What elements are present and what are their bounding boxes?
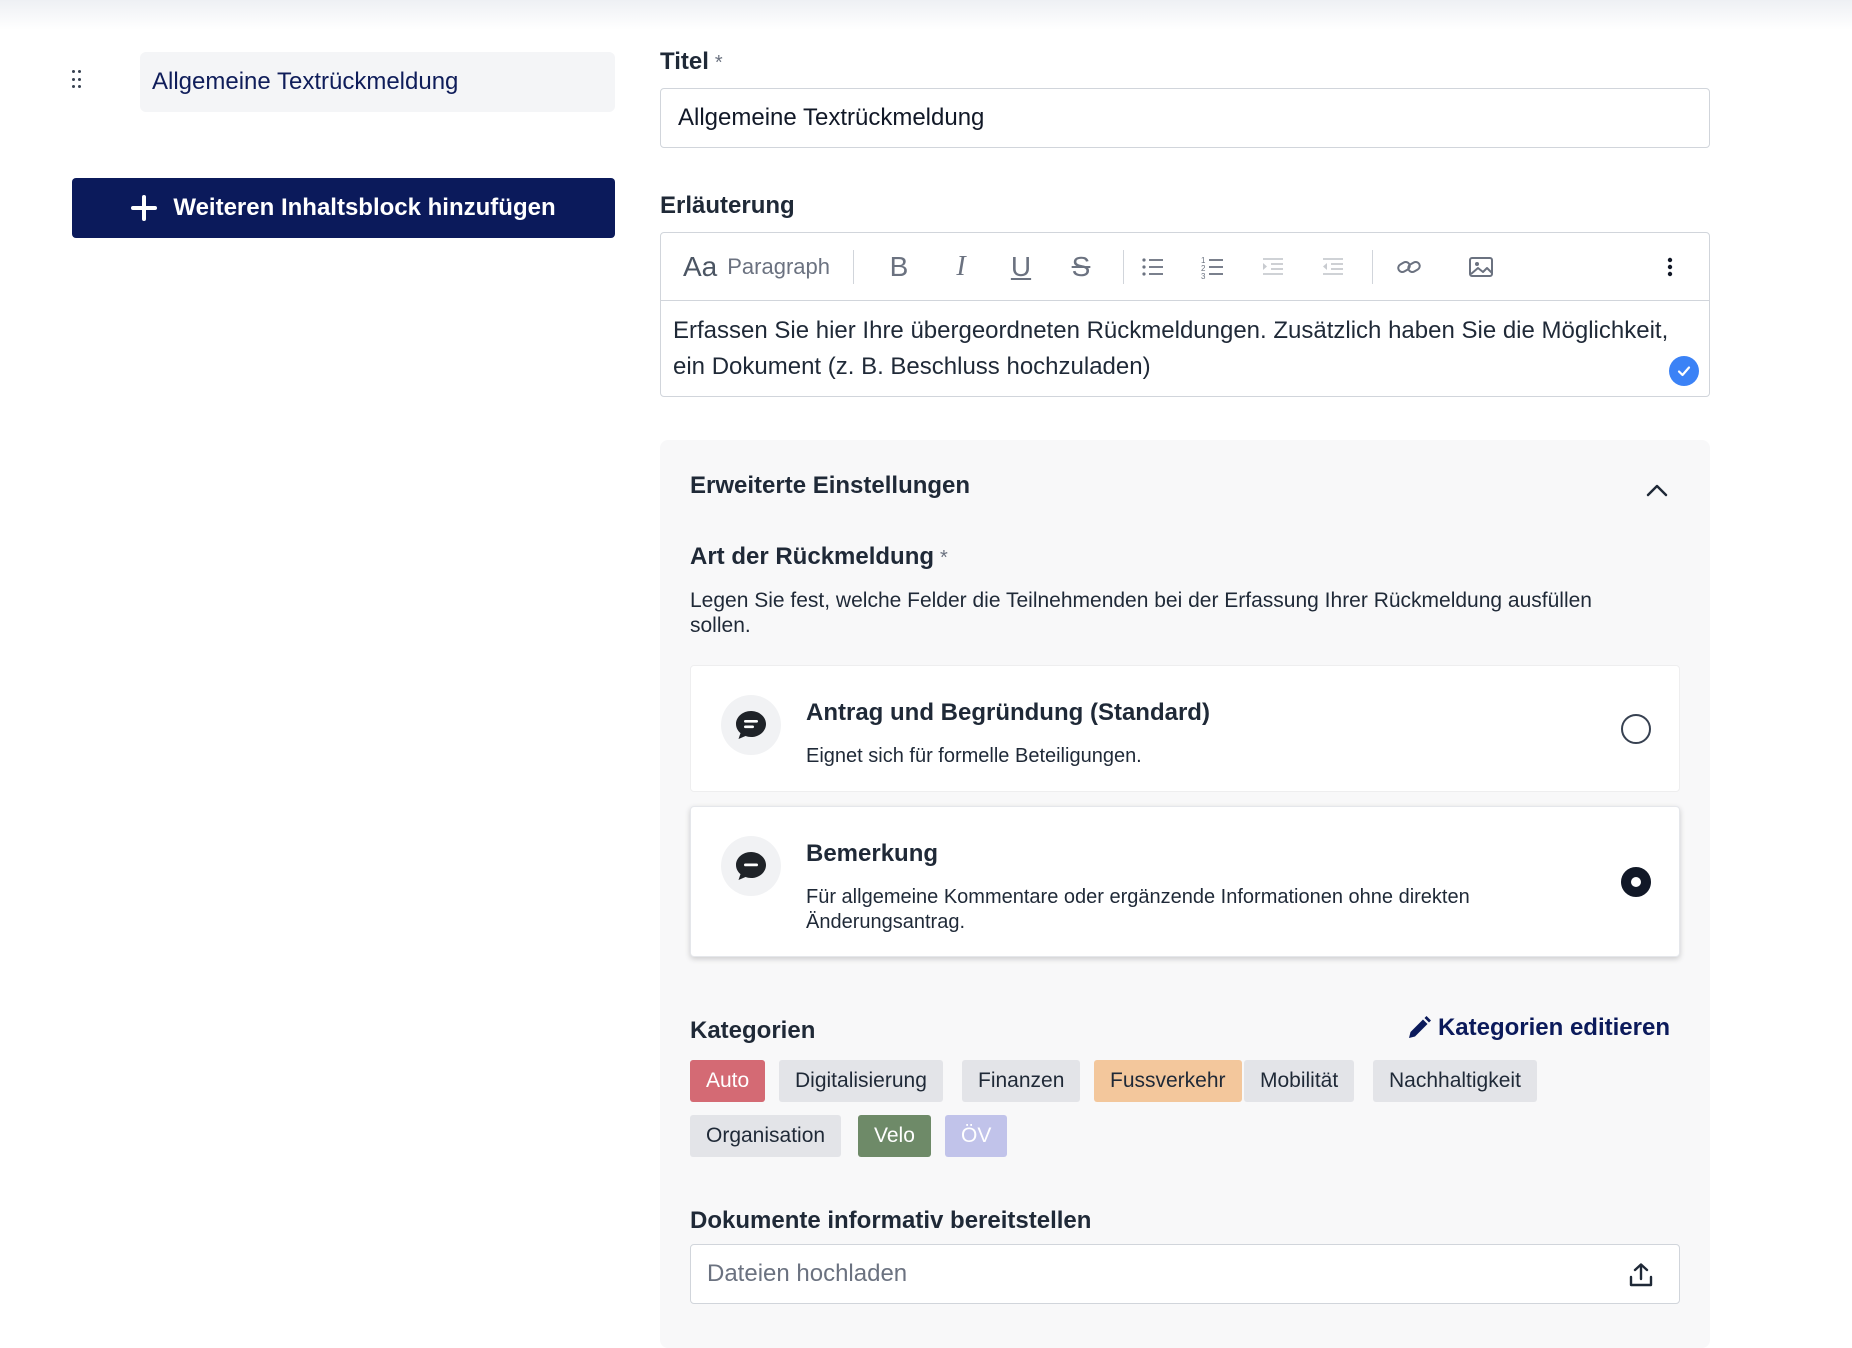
- category-tag[interactable]: Finanzen: [962, 1060, 1080, 1102]
- underline-icon[interactable]: U: [1010, 251, 1032, 282]
- erlaeuterung-label: Erläuterung: [660, 192, 795, 219]
- radio-antrag[interactable]: [1621, 714, 1651, 744]
- indent-icon[interactable]: [1253, 233, 1293, 301]
- category-tag[interactable]: Nachhaltigkeit: [1373, 1060, 1537, 1102]
- feedback-option-bemerkung[interactable]: [690, 806, 1680, 957]
- category-tag[interactable]: Velo: [858, 1115, 931, 1157]
- feedback-option-antrag[interactable]: [690, 665, 1680, 792]
- pencil-icon: [1406, 1015, 1432, 1041]
- required-mark: *: [714, 52, 723, 74]
- content-block-label: Allgemeine Textrückmeldung: [152, 68, 459, 95]
- bold-icon[interactable]: B: [889, 251, 909, 282]
- strikethrough-icon[interactable]: S: [1071, 251, 1091, 282]
- chevron-up-icon[interactable]: [1644, 478, 1670, 504]
- category-tag[interactable]: ÖV: [945, 1115, 1007, 1157]
- option-title: Bemerkung: [806, 840, 939, 867]
- svg-text:1: 1: [1201, 256, 1206, 265]
- drag-handle-icon[interactable]: [72, 70, 82, 90]
- documents-label: Dokumente informativ bereitstellen: [690, 1207, 1092, 1234]
- categories-label: Kategorien: [690, 1017, 816, 1044]
- title-label: Titel *: [660, 48, 723, 75]
- paragraph-style-dropdown[interactable]: [683, 233, 830, 301]
- text-style-icon: Aa: [683, 251, 718, 282]
- content-blocks-sidebar: [60, 50, 615, 221]
- check-icon: [1669, 356, 1699, 386]
- option-title: Antrag und Begründung (Standard): [806, 699, 1210, 726]
- image-icon[interactable]: [1461, 233, 1501, 301]
- required-mark: *: [940, 547, 948, 569]
- category-tag[interactable]: Auto: [690, 1060, 765, 1102]
- paragraph-style-label: Paragraph: [727, 254, 830, 279]
- upload-icon: [1627, 1261, 1655, 1289]
- category-tag[interactable]: Mobilität: [1244, 1060, 1354, 1102]
- svg-text:2: 2: [1201, 264, 1206, 273]
- category-tag[interactable]: Organisation: [690, 1115, 841, 1157]
- feedback-type-label: Art der Rückmeldung *: [690, 543, 948, 570]
- content-block-item[interactable]: [140, 52, 615, 112]
- edit-categories-label: Kategorien editieren: [1437, 1014, 1670, 1041]
- option-description: Für allgemeine Kommentare oder ergänzende Informationen ohne direkten Änderungsantrag.: [806, 886, 1470, 933]
- feedback-type-description: Legen Sie fest, welche Felder die Teilnehmenden bei der Erfassung Ihrer Rückmeldung ausfüllen sollen.: [690, 589, 1592, 637]
- toolbar-divider: [1372, 250, 1373, 284]
- plus-icon: [131, 195, 157, 221]
- editor-toolbar: [661, 233, 1709, 301]
- rich-text-editor: [660, 232, 1710, 397]
- italic-icon[interactable]: I: [956, 251, 966, 282]
- toolbar-divider: [853, 250, 854, 284]
- editor-content[interactable]: Erfassen Sie hier Ihre übergeordneten Rückmeldungen. Zusätzlich haben Sie die Möglichkeit, ein Dokument (z. B. Beschluss hochzuladen): [673, 317, 1669, 380]
- category-tag[interactable]: Digitalisierung: [779, 1060, 943, 1102]
- option-description: Eignet sich für formelle Beteiligungen.: [806, 745, 1142, 767]
- chat-bubble-icon: [721, 695, 781, 755]
- bullet-list-icon[interactable]: [1133, 233, 1173, 301]
- title-input[interactable]: [660, 88, 1710, 148]
- more-options-icon[interactable]: [1655, 233, 1685, 301]
- top-shade: [0, 0, 1852, 30]
- chat-bubble-icon: [721, 836, 781, 896]
- numbered-list-icon[interactable]: [1193, 233, 1233, 301]
- upload-placeholder: Dateien hochladen: [707, 1260, 908, 1287]
- advanced-settings-title: Erweiterte Einstellungen: [690, 472, 971, 499]
- edit-categories-link[interactable]: [1406, 1014, 1670, 1042]
- toolbar-divider: [1123, 250, 1124, 284]
- add-content-block-button[interactable]: [72, 178, 615, 238]
- category-tag[interactable]: Fussverkehr: [1094, 1060, 1242, 1102]
- link-icon[interactable]: [1389, 233, 1429, 301]
- content-block-row: [60, 50, 615, 112]
- add-content-block-label: Weiteren Inhaltsblock hinzufügen: [173, 194, 556, 221]
- advanced-settings-panel: [660, 440, 1710, 1348]
- outdent-icon[interactable]: [1313, 233, 1353, 301]
- file-upload-field[interactable]: [690, 1244, 1680, 1304]
- svg-text:3: 3: [1201, 272, 1206, 281]
- radio-bemerkung[interactable]: [1621, 867, 1651, 897]
